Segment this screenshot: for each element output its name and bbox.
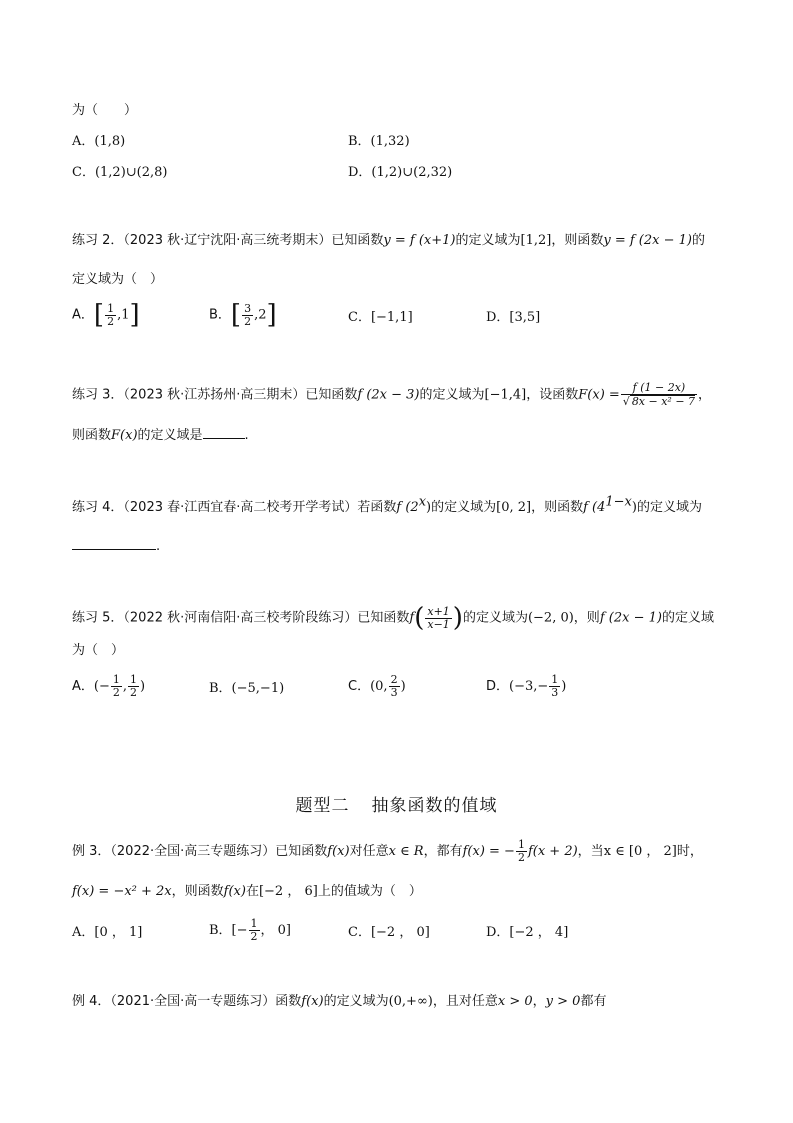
ex5-option-d[interactable]: D．(−3,− $\frac{1}{3}$ ) [486, 673, 567, 699]
ex5-option-c[interactable]: C．(0, $\frac{2}{3}$ ) [348, 673, 406, 699]
example-3-stem: 例 3．（2022·全国·高三专题练习）已知函数f(x)对任意x ∈ R，都有f(x) = − $\frac{1}{2}$ f(x + 2)，当x ∈ [0 ， 2]时， [72, 838, 703, 864]
prev-option-a[interactable]: A．(1,8) [72, 134, 126, 149]
example-3-stem-line2: f(x) = −x² + 2x，则函数f(x)在[−2 ， 6]上的值域为（ ） [72, 884, 422, 899]
ex3-fraction: $\frac{f (1 - 2x)}{\text{√ 8x − x² − 7}}$ [622, 381, 696, 408]
prev-question-tail: 为（ ） [72, 103, 138, 118]
ex2-option-b[interactable]: B．[ $\frac{3}{2}$ ,2] [209, 300, 277, 330]
ex2-function-1: y = f (x+1) [383, 233, 456, 248]
ex3-domain: [−1,4] [484, 387, 527, 403]
exercise-2-stem: 练习 2．（2023 秋·辽宁沈阳·高三统考期末）已知函数y = f (x+1)的定义域为[1,2]，则函数y = f (2x − 1)的 [72, 233, 705, 248]
ex5-option-b[interactable]: B．(−5,−1) [209, 681, 285, 696]
example-4-stem: 例 4．（2021·全国·高一专题练习）函数f(x)的定义域为(0,+∞)，且对任意x > 0，y > 0都有 [72, 994, 607, 1009]
section-title: 题型二 抽象函数的值域 [295, 796, 498, 816]
ex5-option-a[interactable]: A．(− $\frac{1}{2}$ , $\frac{1}{2}$ ) [72, 673, 146, 699]
ex3-answer-blank[interactable] [203, 426, 245, 439]
ex3-function: f (2x − 3) [357, 387, 420, 403]
prev-option-c[interactable]: C．(1,2)∪(2,8) [72, 165, 168, 180]
exercise-2-stem-line2: 定义域为（ ） [72, 272, 164, 287]
eg3-option-d[interactable]: D．[−2 ， 4] [486, 925, 569, 940]
ex2-option-c[interactable]: C．[−1,1] [348, 310, 413, 325]
ex2-option-d[interactable]: D．[3,5] [486, 310, 541, 325]
exercise-3-stem: 练习 3．（2023 秋·江苏扬州·高三期末）已知函数f (2x − 3)的定义域为[−1,4]，设函数F(x) = $\frac{f (1 - 2x)}{\text{√ 8x − x² − 7}}$ ， [72, 381, 712, 408]
prev-option-b[interactable]: B．(1,32) [348, 134, 410, 149]
eg3-option-b[interactable]: B．[− $\frac{1}{2}$ ， 0] [209, 917, 292, 943]
eg3-option-c[interactable]: C．[−2 ， 0] [348, 925, 430, 940]
ex2-domain-1: [1,2] [520, 233, 552, 248]
exercise-4-stem: 练习 4．（2023 春·江西宜春·高二校考开学考试）若函数f (2$^x$)的定义域为[0, 2]，则函数f $(4^{1-x})$的定义域为 [72, 494, 702, 515]
exercise-4-answer-line: . [72, 537, 160, 556]
ex2-option-a[interactable]: A．[ $\frac{1}{2}$ ,1] [72, 300, 140, 330]
ex2-function-2: y = f (2x − 1) [603, 233, 692, 248]
exercise-3-stem-line2: 则函数F(x)的定义域是 . [72, 428, 249, 443]
exercise-5-stem-line2: 为（ ） [72, 643, 125, 658]
ex4-answer-blank[interactable] [72, 537, 156, 550]
prev-option-d[interactable]: D．(1,2)∪(2,32) [348, 165, 453, 180]
exercise-5-stem: 练习 5．（2022 秋·河南信阳·高三校考阶段练习）已知函数f( $\frac{x+1}{x-1}$ )的定义域为(−2, 0)，则f (2x − 1)的定义域 [72, 603, 714, 633]
eg3-option-a[interactable]: A．[0 ， 1] [72, 925, 143, 940]
